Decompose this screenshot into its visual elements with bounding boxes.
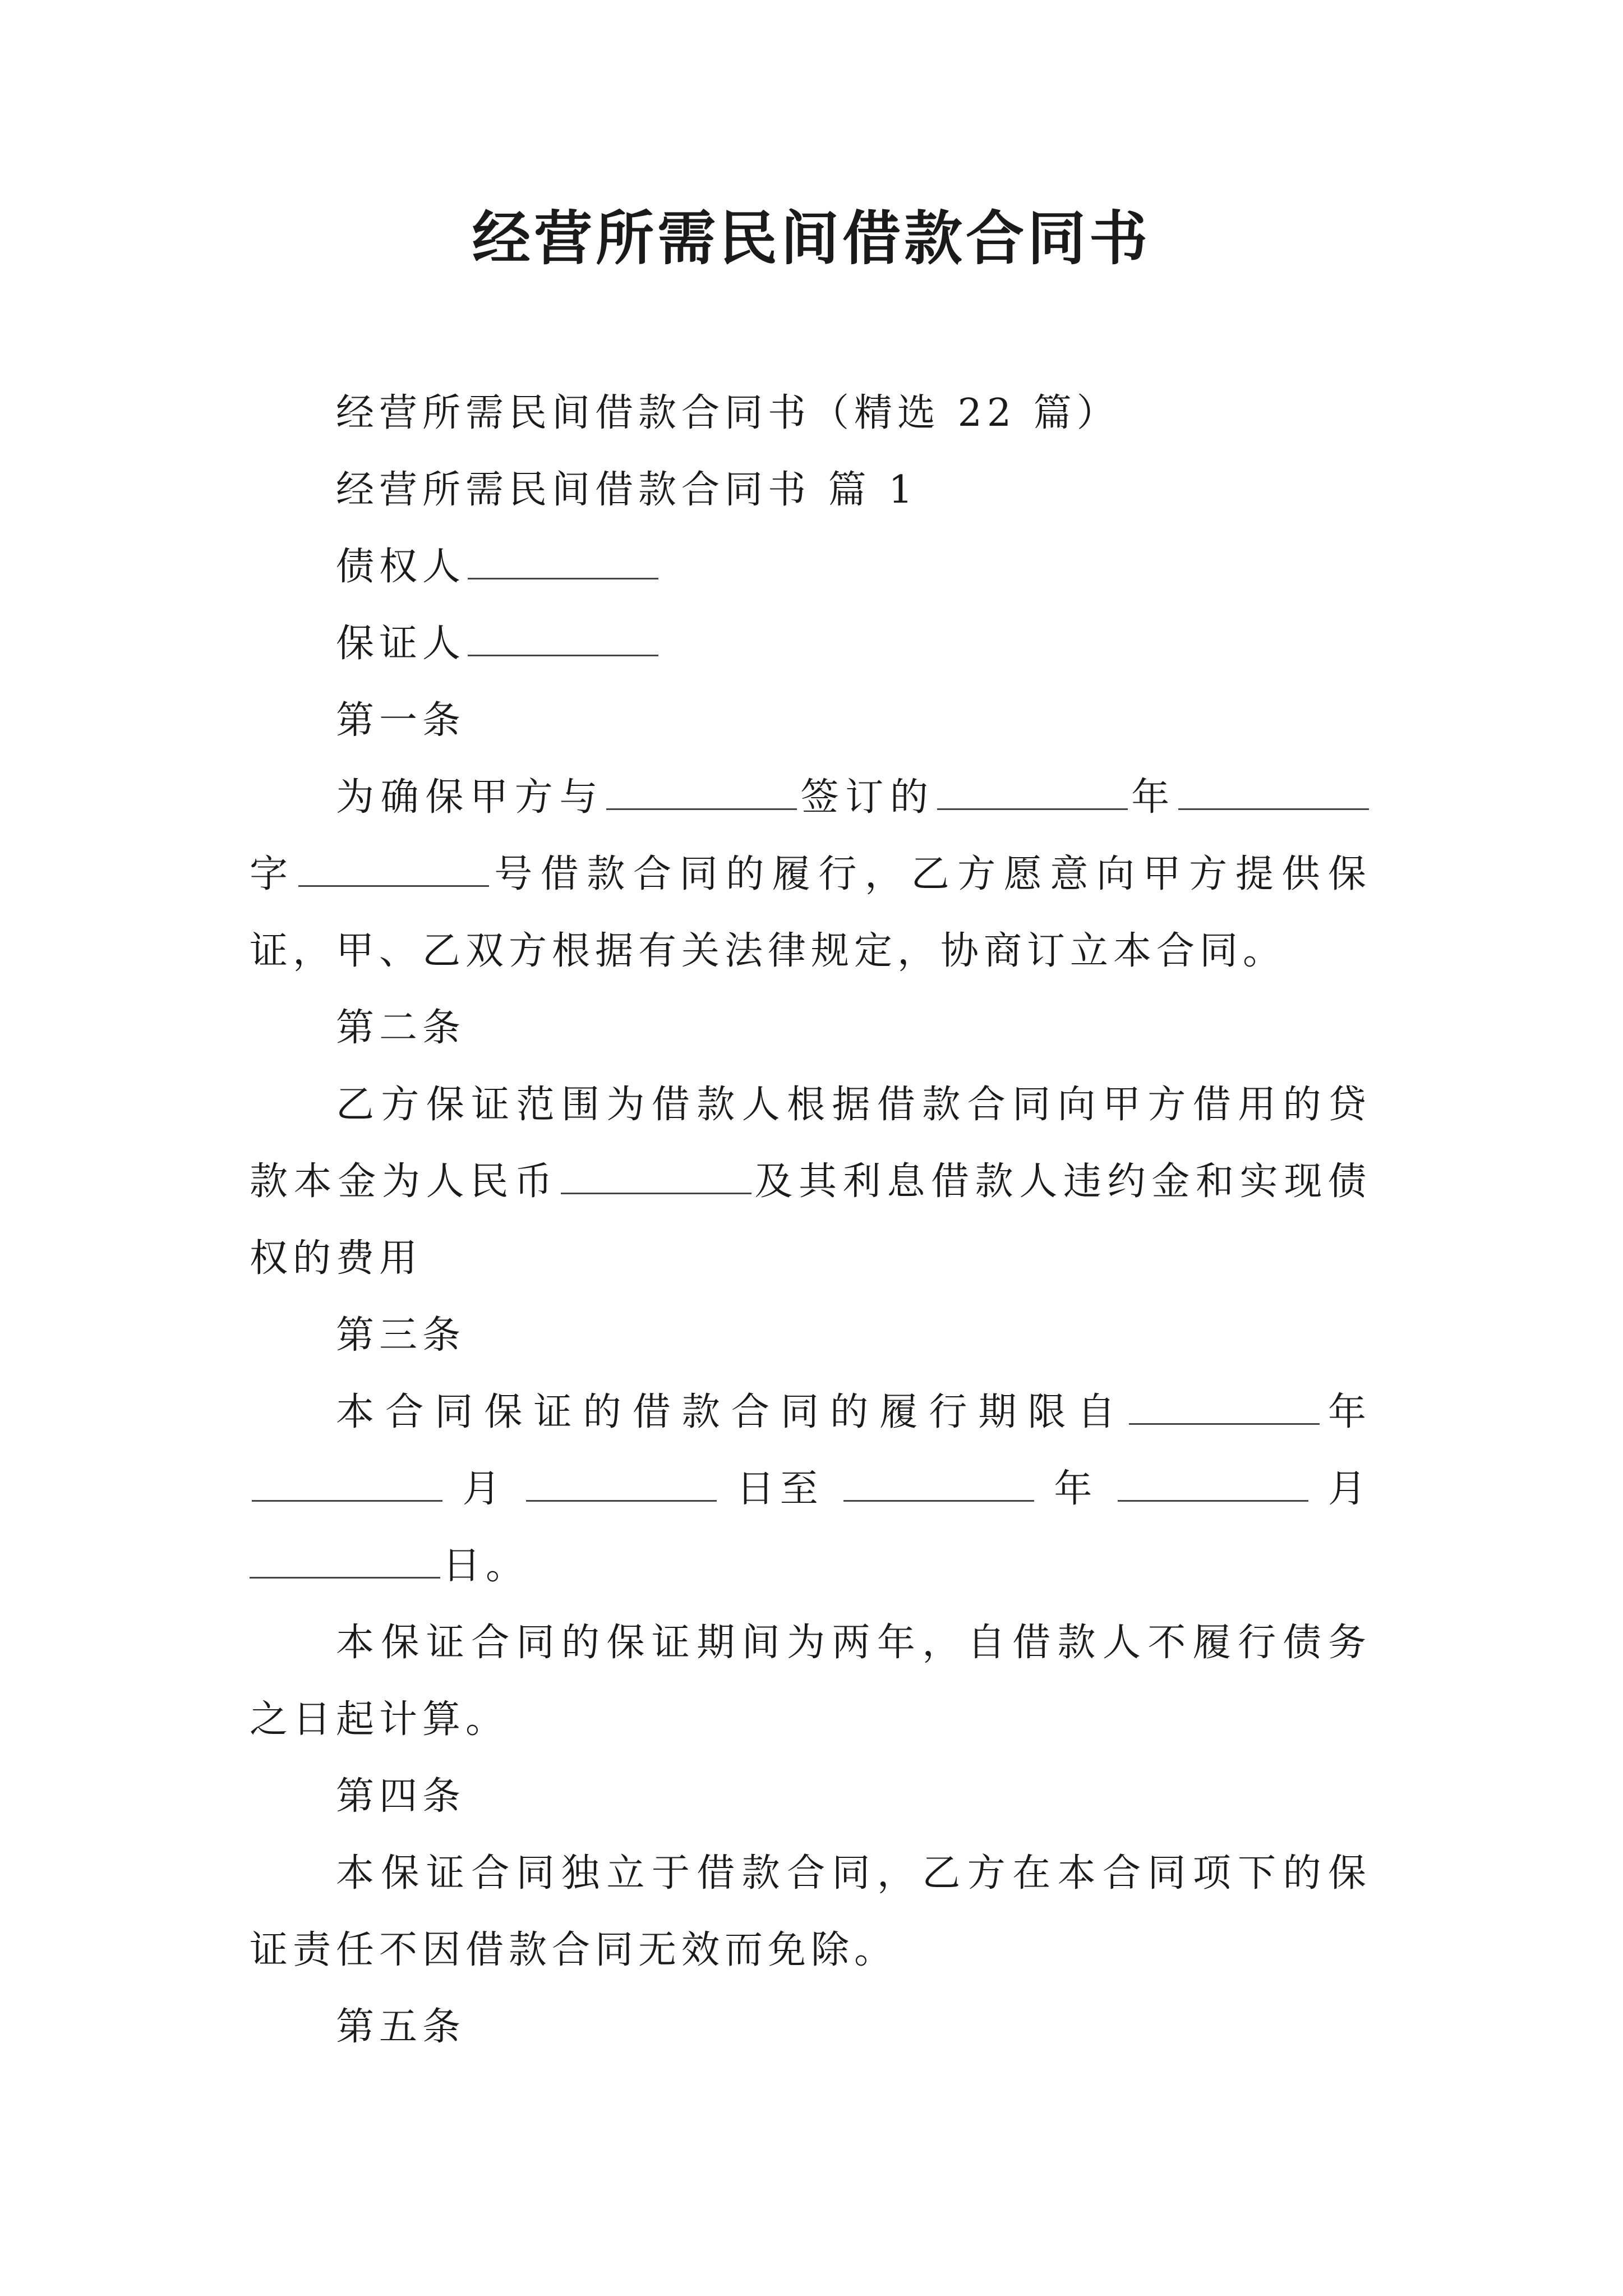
article3-day2: 日。 bbox=[442, 1544, 529, 1588]
article4-paragraph: 本保证合同独立于借款合同，乙方在本合同项下的保证责任不因借款合同无效而免除。 bbox=[250, 1851, 1371, 1972]
article1-heading: 第一条 bbox=[336, 698, 466, 743]
article1-text-b: 签订的 bbox=[799, 775, 935, 820]
article3-year1: 年 bbox=[1321, 1390, 1371, 1434]
article3-blank-year2 bbox=[843, 1466, 1034, 1502]
article1-blank-year bbox=[937, 775, 1128, 810]
article4-heading: 第四条 bbox=[336, 1774, 466, 1819]
article3-blank-month1 bbox=[252, 1466, 442, 1502]
article3-year2: 年 bbox=[1054, 1467, 1098, 1511]
article2-blank-amount bbox=[561, 1159, 751, 1194]
creditor-label: 债权人 bbox=[336, 545, 466, 589]
article3-heading: 第三条 bbox=[336, 1313, 466, 1358]
article1-blank-number bbox=[298, 852, 489, 887]
article5-heading: 第五条 bbox=[336, 2005, 466, 2049]
document-title: 经营所需民间借款合同书 bbox=[472, 204, 1151, 273]
article3-blank-day2 bbox=[250, 1543, 440, 1579]
article3-blank-day1 bbox=[526, 1466, 717, 1502]
article1-blank-party bbox=[606, 775, 797, 810]
guarantor-line bbox=[250, 605, 1371, 682]
article1-text-c: 年 bbox=[1129, 775, 1176, 820]
guarantor-blank bbox=[468, 621, 658, 656]
article2-text-a: 乙方保证范围为借款人根据借款合同向甲方借用的贷款本金为人民币 bbox=[250, 1083, 1371, 1204]
article2-text-b: 及其利息借款人违约金和实现债权的费用 bbox=[250, 1159, 1371, 1281]
guarantor-label: 保证人 bbox=[336, 622, 466, 666]
document-body bbox=[250, 375, 1371, 2065]
article1-text-e: 号借款合同的履行，乙方愿意向甲方提供保证，甲、乙双方根据有关法律规定，协商订立本合同。 bbox=[250, 852, 1371, 973]
article2-paragraph bbox=[250, 1066, 1371, 1297]
article3-text-a: 本合同保证的借款合同的履行期限自 bbox=[336, 1390, 1127, 1434]
article3-day1: 日至 bbox=[736, 1467, 824, 1511]
creditor-line bbox=[250, 528, 1371, 605]
article3-paragraph bbox=[250, 1374, 1371, 1527]
article3-month1: 月 bbox=[462, 1467, 506, 1511]
article3-blank-month2 bbox=[1118, 1466, 1308, 1502]
article3-paragraph-end bbox=[250, 1527, 1371, 1604]
article1-blank-word bbox=[1178, 775, 1369, 810]
article1-text-d: 字 bbox=[250, 852, 296, 896]
creditor-blank bbox=[468, 544, 658, 579]
article2-heading: 第二条 bbox=[336, 1006, 466, 1050]
article1-paragraph bbox=[250, 759, 1371, 990]
section-heading: 经营所需民间借款合同书 篇 1 bbox=[336, 468, 918, 512]
article3-month2: 月 bbox=[1327, 1467, 1371, 1511]
article3-blank-year1 bbox=[1129, 1389, 1320, 1425]
article1-text-a: 为确保甲方与 bbox=[336, 775, 604, 820]
article3-period: 本保证合同的保证期间为两年，自借款人不履行债务之日起计算。 bbox=[250, 1621, 1371, 1742]
subtitle: 经营所需民间借款合同书（精选 22 篇） bbox=[336, 391, 1120, 435]
